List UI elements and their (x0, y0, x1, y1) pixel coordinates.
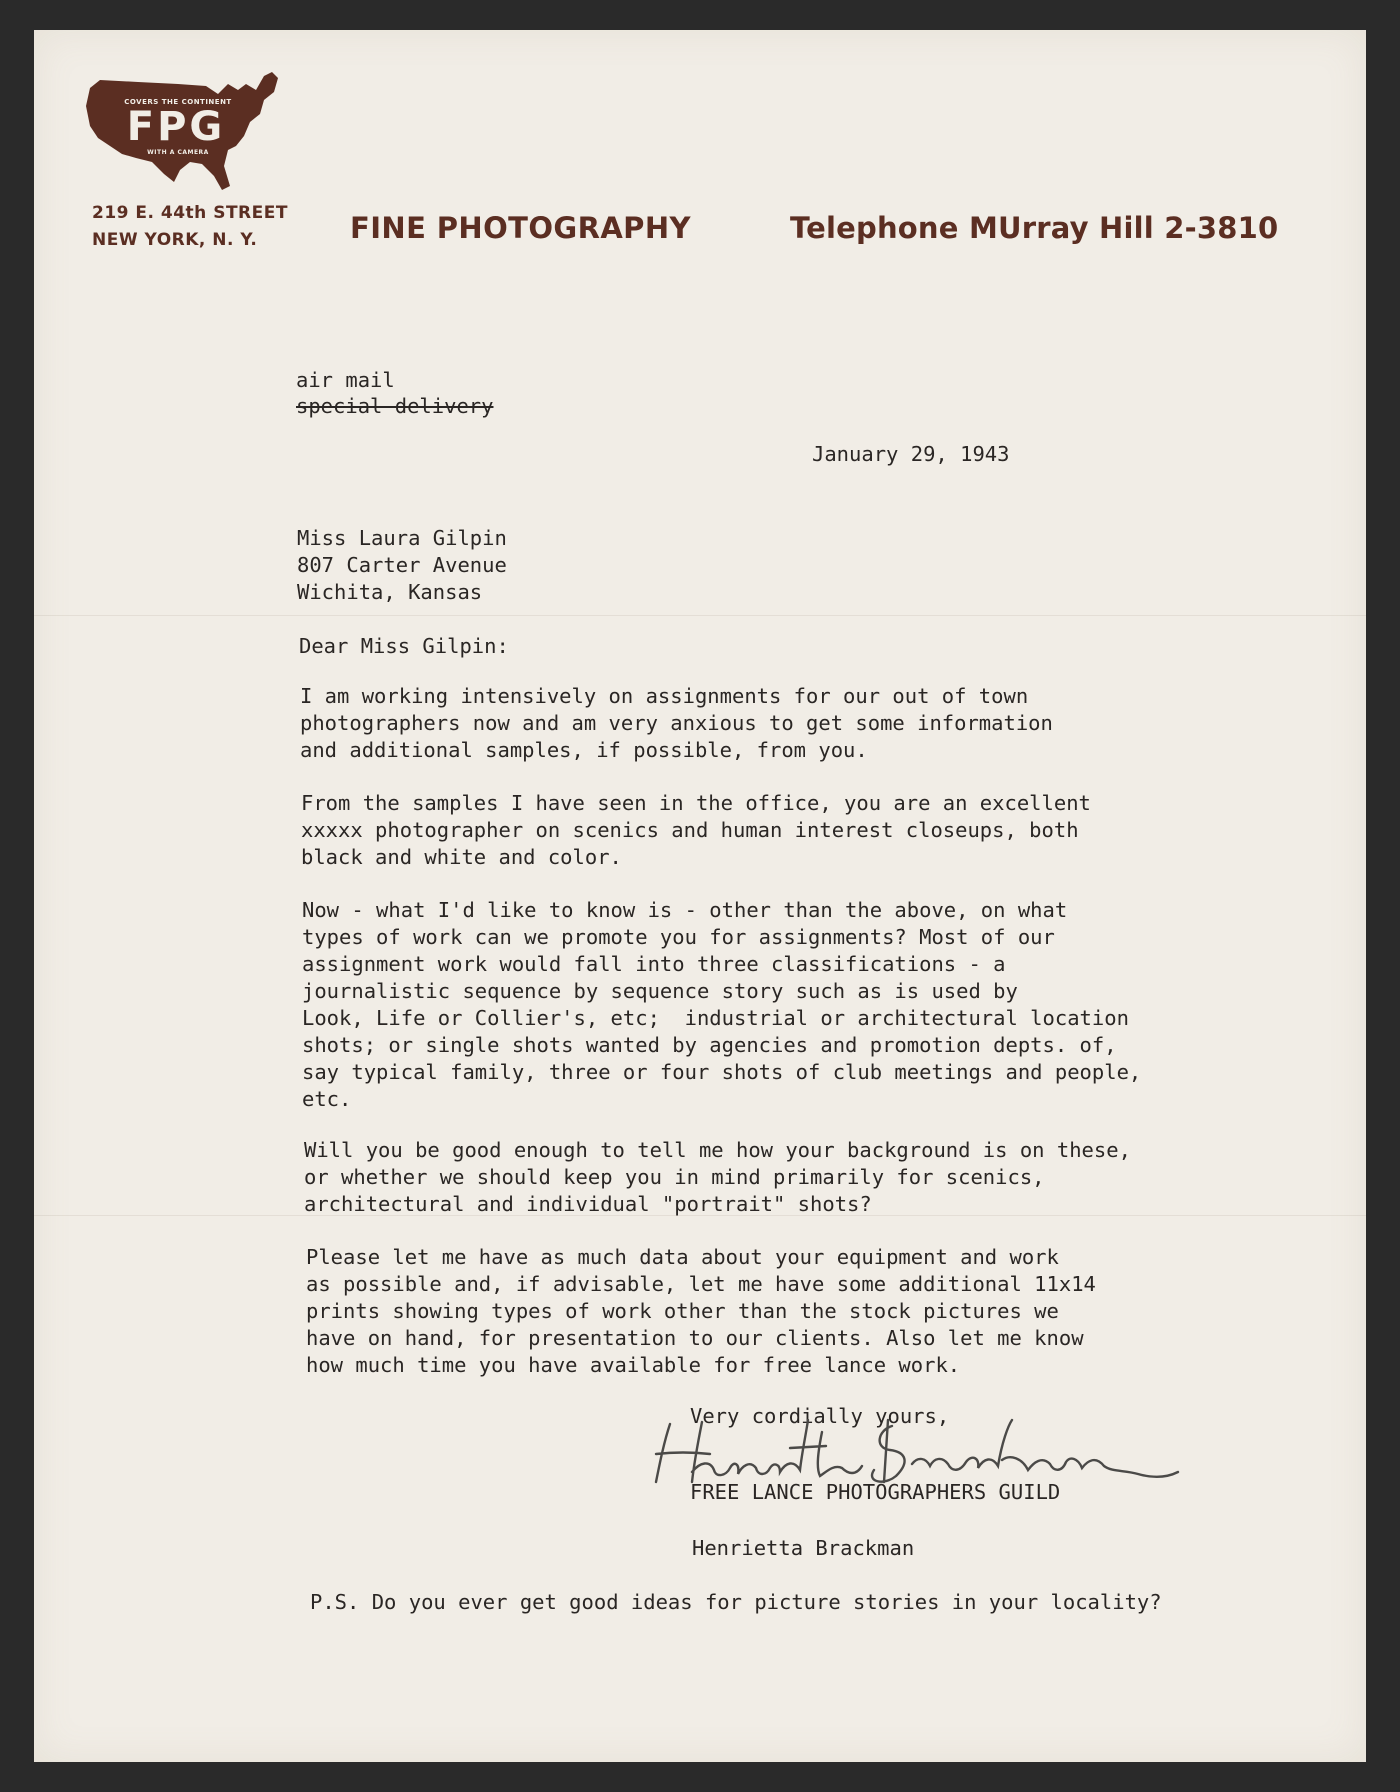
body-line: etc. (302, 1087, 352, 1111)
body-line: types of work can we promote you for assignments? Most of our (302, 925, 1055, 949)
body-line: Look, Life or Collier's, etc; industrial or architectural location (302, 1006, 1129, 1030)
logo-text-top: COVERS THE CONTINENT (124, 98, 232, 106)
body-line: assignment work would fall into three classifications - a (302, 952, 1006, 976)
body-line: have on hand, for presentation to our clients. Also let me know (306, 1326, 1084, 1350)
body-line: Will you be good enough to tell me how your background is on these, (304, 1138, 1131, 1162)
recipient-street: 807 Carter Avenue (297, 553, 507, 577)
address-line: NEW YORK, N. Y. (92, 230, 258, 250)
letterhead-address (92, 200, 288, 254)
recipient-city: Wichita, Kansas (297, 580, 483, 604)
signer-name: Henrietta Brackman (692, 1536, 915, 1560)
body-line: as possible and, if advisable, let me have some additional 11x14 (306, 1272, 1096, 1296)
logo-text-main: FPG (126, 104, 226, 150)
recipient-name: Miss Laura Gilpin (297, 526, 507, 550)
organization-name: FREE LANCE PHOTOGRAPHERS GUILD (690, 1480, 1061, 1504)
letterhead-telephone: Telephone MUrray Hill 2-3810 (790, 211, 1279, 245)
body-line: prints showing types of work other than the stock pictures we (306, 1299, 1059, 1323)
salutation: Dear Miss Gilpin: (299, 634, 509, 658)
body-line: shots; or single shots wanted by agencies and promotion depts. of, (302, 1033, 1117, 1057)
body-line: Please let me have as much data about your equipment and work (306, 1245, 1059, 1269)
letter-date: January 29, 1943 (812, 442, 1010, 466)
body-line: or whether we should keep you in mind primarily for scenics, (304, 1165, 1045, 1189)
body-line: journalistic sequence by sequence story such as is used by (302, 979, 1018, 1003)
body-line: say typical family, three or four shots of club meetings and people, (302, 1060, 1142, 1084)
body-line: black and white and color. (301, 845, 622, 869)
closing: Very cordially yours, (690, 1404, 950, 1428)
body-line: architectural and individual "portrait" shots? (304, 1192, 872, 1216)
body-line: and additional samples, if possible, from you. (300, 738, 868, 762)
letterhead-tagline: FINE PHOTOGRAPHY (350, 211, 691, 245)
body-line: how much time you have available for free lance work. (306, 1353, 961, 1377)
logo-text-bottom: WITH A CAMERA (147, 149, 209, 156)
body-line: From the samples I have seen in the office, you are an excellent (301, 791, 1091, 815)
delivery-line: air mail (296, 368, 395, 392)
delivery-line-struck: special delivery (296, 394, 494, 418)
body-line: xxxxx photographer on scenics and human interest closeups, both (301, 818, 1079, 842)
address-line: 219 E. 44th STREET (92, 203, 288, 223)
body-line: Now - what I'd like to know is - other than the above, on what (302, 898, 1068, 922)
body-line: photographers now and am very anxious to get some information (300, 711, 1053, 735)
postscript: P.S. Do you ever get good ideas for picture stories in your locality? (310, 1590, 1162, 1614)
fold-crease (34, 615, 1366, 616)
fpg-logo (78, 66, 282, 196)
body-line: I am working intensively on assignments for our out of town (300, 684, 1029, 708)
